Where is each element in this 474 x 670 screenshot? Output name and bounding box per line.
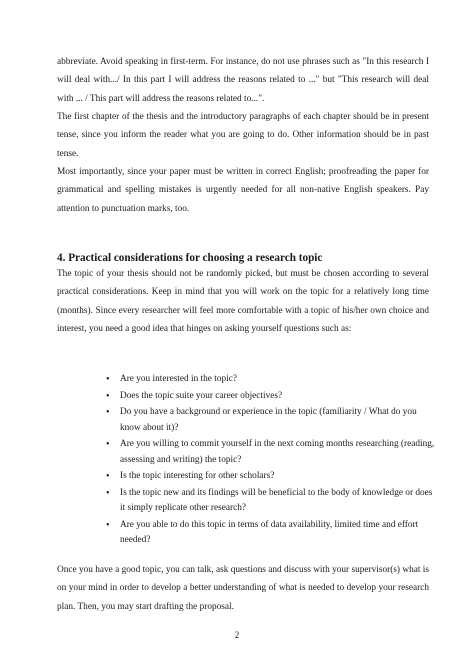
list-item: • Is the topic new and its findings will be beneficial to the body of knowledge or does it simply replicate other research? — [106, 486, 436, 516]
list-item: • Do you have a background or experience in the topic (familiarity / What do you know about it)? — [106, 405, 436, 435]
list-item: • Are you able to do this topic in terms of data availability, limited time and effort needed? — [106, 518, 436, 548]
paragraph-proofreading: Most importantly, since your paper must be written in correct English; proofreading the paper for grammatical and spelling mistakes is urgently needed for all non-native English speakers. Pay attention to punctuation marks, too. — [57, 167, 429, 214]
list-item: • Is the topic interesting for other scholars? — [106, 469, 436, 484]
paragraph-first-term: abbreviate. Avoid speaking in first-term. For instance, do not use phrases such as "In this research I will deal with.../ In this part I will address the reasons related to ..." but "This research will deal with ... / This part will address the reasons related to...". — [57, 57, 429, 104]
list-item: • Are you interested in the topic? — [106, 372, 436, 387]
list-item: • Does the topic suite your career objectives? — [106, 389, 436, 404]
page-number: 2 — [234, 630, 240, 640]
paragraph-tense: The first chapter of the thesis and the introductory paragraphs of each chapter should be in present tense, since you inform the reader what you are going to do. Other information should be in past tense. — [57, 112, 429, 159]
section-heading: 4. Practical considerations for choosing a research topic — [57, 252, 323, 264]
question-list — [106, 372, 436, 550]
closing-paragraph: Once you have a good topic, you can talk, ask questions and discuss with your supervisor(s) what is on your mind in order to develop a better understanding of what is needed to develop your research plan. Then, you may start drafting the proposal. — [57, 565, 429, 612]
list-item: • Are you willing to commit yourself in the next coming months researching (reading, assessing and writing) the topic? — [106, 437, 436, 467]
section-intro-paragraph: The topic of your thesis should not be randomly picked, but must be chosen according to several practical considerations. Keep in mind that you will work on the topic for a relatively long time (months). Since every researcher will feel more comfortable with a topic of his/her own choice and interest, you need a good idea that hinges on asking yourself questions such as: — [57, 269, 429, 334]
